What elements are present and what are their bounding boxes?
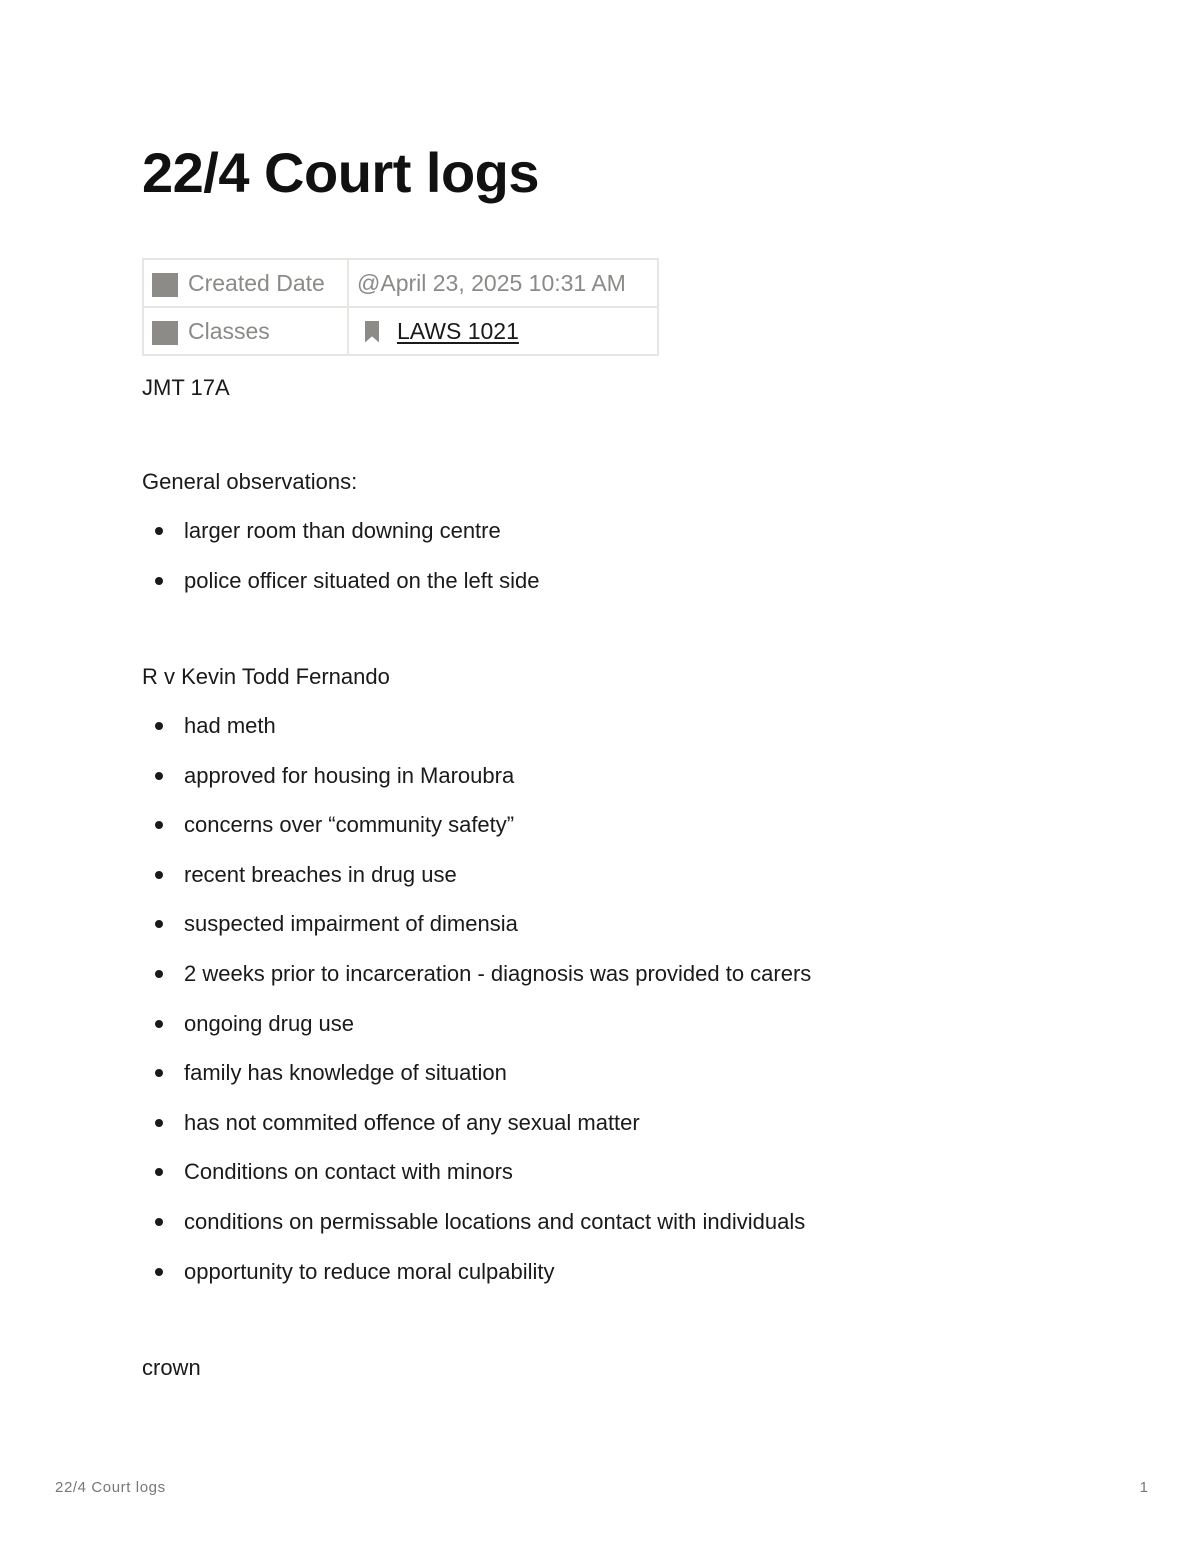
list-item: family has knowledge of situation [142, 1060, 811, 1110]
list-item: Conditions on contact with minors [142, 1159, 811, 1209]
created-date-value: @April 23, 2025 10:31 AM [357, 269, 626, 296]
room-text: JMT 17A [142, 375, 230, 400]
property-key-created [143, 259, 348, 307]
bullet-icon [155, 970, 163, 978]
list-item: 2 weeks prior to incarceration - diagnosis was provided to carers [142, 961, 811, 1011]
list-item: has not commited offence of any sexual matter [142, 1110, 811, 1160]
list-item: had meth [142, 713, 811, 763]
property-key-classes [143, 307, 348, 355]
list-item: concerns over “community safety” [142, 812, 811, 862]
property-type-icon [152, 321, 178, 345]
bullet-icon [155, 1119, 163, 1127]
list-item: recent breaches in drug use [142, 862, 811, 912]
bullet-icon [155, 527, 163, 535]
case-notes-list [142, 713, 811, 1308]
page-title: 22/4 Court logs [142, 141, 540, 204]
general-observations-list [142, 518, 539, 617]
list-item: ongoing drug use [142, 1011, 811, 1061]
list-item: opportunity to reduce moral culpability [142, 1259, 811, 1309]
list-item: suspected impairment of dimensia [142, 911, 811, 961]
case-heading: R v Kevin Todd Fernando [142, 664, 390, 689]
bullet-icon [155, 920, 163, 928]
bullet-icon [155, 821, 163, 829]
bullet-icon [155, 1069, 163, 1077]
property-value-classes [348, 307, 658, 355]
properties-table [142, 258, 659, 356]
classes-label: Classes [188, 317, 270, 344]
property-type-icon [152, 273, 178, 297]
list-item: larger room than downing centre [142, 518, 539, 568]
bookmark-icon [365, 321, 379, 343]
bullet-icon [155, 1218, 163, 1226]
bullet-icon [155, 1168, 163, 1176]
bullet-icon [155, 772, 163, 780]
bullet-icon [155, 722, 163, 730]
bullet-icon [155, 1268, 163, 1276]
bullet-icon [155, 871, 163, 879]
footer-doc-title: 22/4 Court logs [55, 1479, 166, 1496]
property-row-created [143, 259, 658, 307]
bullet-icon [155, 1020, 163, 1028]
property-value-created [348, 259, 658, 307]
crown-text: crown [142, 1355, 201, 1380]
footer-page-number: 1 [1139, 1479, 1148, 1496]
list-item: conditions on permissable locations and contact with individuals [142, 1209, 811, 1259]
list-item: approved for housing in Maroubra [142, 763, 811, 813]
general-observations-heading: General observations: [142, 469, 358, 494]
classes-link[interactable]: LAWS 1021 [397, 317, 519, 344]
created-date-label: Created Date [188, 269, 325, 296]
bullet-icon [155, 577, 163, 585]
property-row-classes [143, 307, 658, 355]
list-item: police officer situated on the left side [142, 568, 539, 618]
